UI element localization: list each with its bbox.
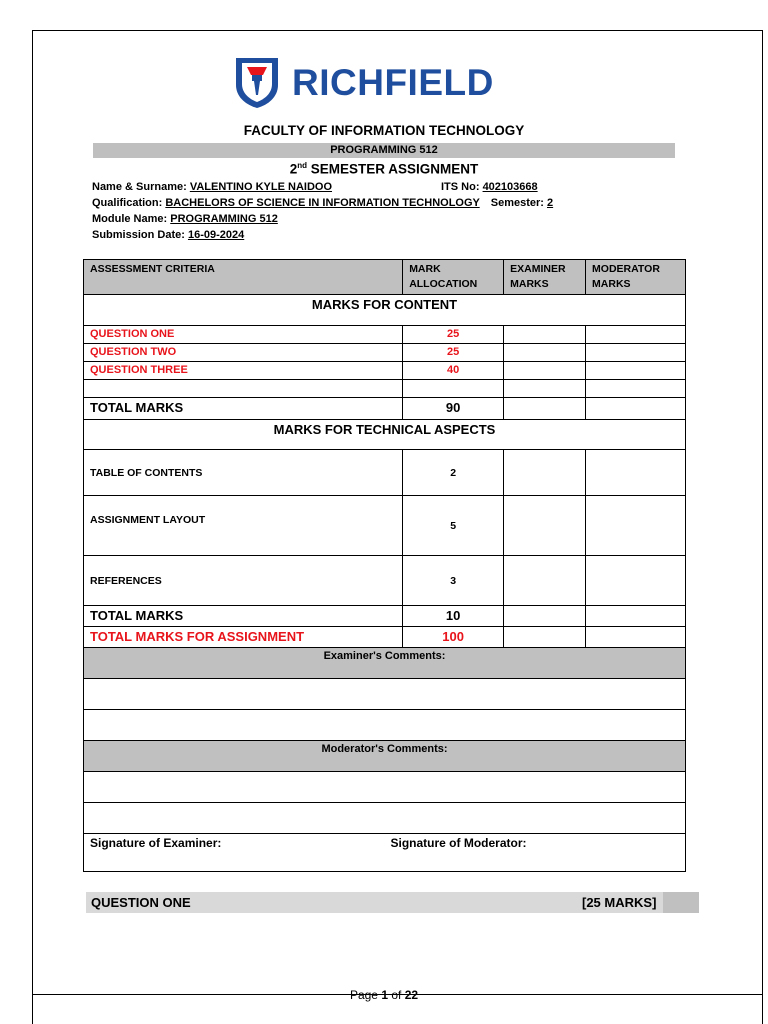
examiner-cell[interactable] xyxy=(504,606,586,627)
logo-text: RICHFIELD xyxy=(292,61,494,103)
total-label: TOTAL MARKS xyxy=(84,398,403,420)
examiner-comments-label: Examiner's Comments: xyxy=(84,648,686,679)
mark-value: 3 xyxy=(403,556,504,606)
faculty-title: FACULTY OF INFORMATION TECHNOLOGY xyxy=(243,123,525,138)
examiner-signature-label: Signature of Examiner: xyxy=(90,836,222,850)
criteria-label: QUESTION THREE xyxy=(84,362,403,380)
total-value: 90 xyxy=(403,398,504,420)
moderator-cell[interactable] xyxy=(586,380,686,398)
its-line: ITS No: 402103668 xyxy=(441,181,538,193)
comment-field[interactable] xyxy=(84,679,686,710)
student-name: VALENTINO KYLE NAIDOO xyxy=(189,181,333,193)
table-row xyxy=(84,556,686,606)
module-band: PROGRAMMING 512 xyxy=(93,143,675,158)
moderator-comment-line xyxy=(84,772,686,803)
examiner-cell[interactable] xyxy=(504,627,586,648)
module-line: Module Name: PROGRAMMING 512 xyxy=(92,213,278,225)
header-criteria: ASSESSMENT CRITERIA xyxy=(84,260,403,295)
examiner-comment-line xyxy=(84,710,686,741)
table-row xyxy=(84,496,686,556)
moderator-signature-label: Signature of Moderator: xyxy=(390,836,527,850)
content-total-row xyxy=(84,398,686,420)
moderator-cell[interactable] xyxy=(586,496,686,556)
moderator-cell[interactable] xyxy=(586,398,686,420)
technical-total-row xyxy=(84,606,686,627)
richfield-logo xyxy=(232,52,544,112)
table-row xyxy=(84,326,686,344)
examiner-cell[interactable] xyxy=(504,450,586,496)
submission-date: 16-09-2024 xyxy=(187,229,245,241)
total-value: 10 xyxy=(403,606,504,627)
assignment-total-row xyxy=(84,627,686,648)
examiner-cell[interactable] xyxy=(504,556,586,606)
moderator-cell[interactable] xyxy=(586,326,686,344)
mark-value: 25 xyxy=(403,326,504,344)
moderator-comment-line xyxy=(84,803,686,834)
examiner-cell[interactable] xyxy=(504,496,586,556)
question-one-heading xyxy=(86,892,699,913)
criteria-label: QUESTION ONE xyxy=(84,326,403,344)
assignment-total-value: 100 xyxy=(403,627,504,648)
semester-title: 2nd SEMESTER ASSIGNMENT xyxy=(289,161,479,177)
semester-value: 2 xyxy=(547,197,554,209)
header-moderator: MODERATOR MARKS xyxy=(586,260,686,295)
mark-value: 40 xyxy=(403,362,504,380)
comment-field[interactable] xyxy=(84,710,686,741)
content-section-row xyxy=(84,295,686,326)
qualification-value: BACHELORS OF SCIENCE IN INFORMATION TECHNOLOGY xyxy=(165,197,480,209)
header-allocation: MARK ALLOCATION xyxy=(403,260,504,295)
table-header-row xyxy=(84,260,686,295)
moderator-cell[interactable] xyxy=(586,556,686,606)
submission-line: Submission Date: 16-09-2024 xyxy=(92,229,245,241)
qualification-line: Qualification: BACHELORS OF SCIENCE IN INFORMATION TECHNOLOGY Semester: 2 xyxy=(92,197,554,209)
page-number: Page 1 of 22 xyxy=(349,988,419,1002)
assignment-total-label: TOTAL MARKS FOR ASSIGNMENT xyxy=(84,627,403,648)
moderator-comments-head xyxy=(84,741,686,772)
moderator-comments-label: Moderator's Comments: xyxy=(84,741,686,772)
criteria-label: REFERENCES xyxy=(84,556,403,606)
signature-row xyxy=(84,834,686,872)
comment-field[interactable] xyxy=(84,803,686,834)
moderator-cell[interactable] xyxy=(586,450,686,496)
criteria-label: QUESTION TWO xyxy=(84,344,403,362)
assessment-table xyxy=(83,259,686,872)
question-title: QUESTION ONE xyxy=(91,895,191,910)
examiner-cell[interactable] xyxy=(504,362,586,380)
examiner-cell[interactable] xyxy=(504,326,586,344)
table-row xyxy=(84,344,686,362)
examiner-cell[interactable] xyxy=(504,398,586,420)
its-number: 402103668 xyxy=(482,181,538,193)
examiner-cell[interactable] xyxy=(504,380,586,398)
examiner-comment-line xyxy=(84,679,686,710)
criteria-label: TABLE OF CONTENTS xyxy=(84,450,403,496)
technical-section-row xyxy=(84,420,686,450)
comment-field[interactable] xyxy=(84,772,686,803)
mark-value: 25 xyxy=(403,344,504,362)
content-heading: MARKS FOR CONTENT xyxy=(84,295,686,326)
name-line: Name & Surname: VALENTINO KYLE NAIDOO xyxy=(92,181,333,193)
mark-value: 2 xyxy=(403,450,504,496)
table-row-empty xyxy=(84,380,686,398)
module-name: PROGRAMMING 512 xyxy=(170,213,278,225)
total-label: TOTAL MARKS xyxy=(84,606,403,627)
shield-torch-icon xyxy=(232,55,282,109)
question-marks: [25 MARKS] xyxy=(582,895,657,910)
criteria-label: ASSIGNMENT LAYOUT xyxy=(84,496,403,556)
technical-heading: MARKS FOR TECHNICAL ASPECTS xyxy=(84,420,686,450)
examiner-comments-head xyxy=(84,648,686,679)
moderator-cell[interactable] xyxy=(586,344,686,362)
moderator-cell[interactable] xyxy=(586,362,686,380)
mark-value: 5 xyxy=(403,496,504,556)
table-row xyxy=(84,362,686,380)
header-examiner: EXAMINER MARKS xyxy=(504,260,586,295)
heading-highlight xyxy=(663,892,699,913)
examiner-cell[interactable] xyxy=(504,344,586,362)
moderator-cell[interactable] xyxy=(586,606,686,627)
table-row xyxy=(84,450,686,496)
moderator-cell[interactable] xyxy=(586,627,686,648)
